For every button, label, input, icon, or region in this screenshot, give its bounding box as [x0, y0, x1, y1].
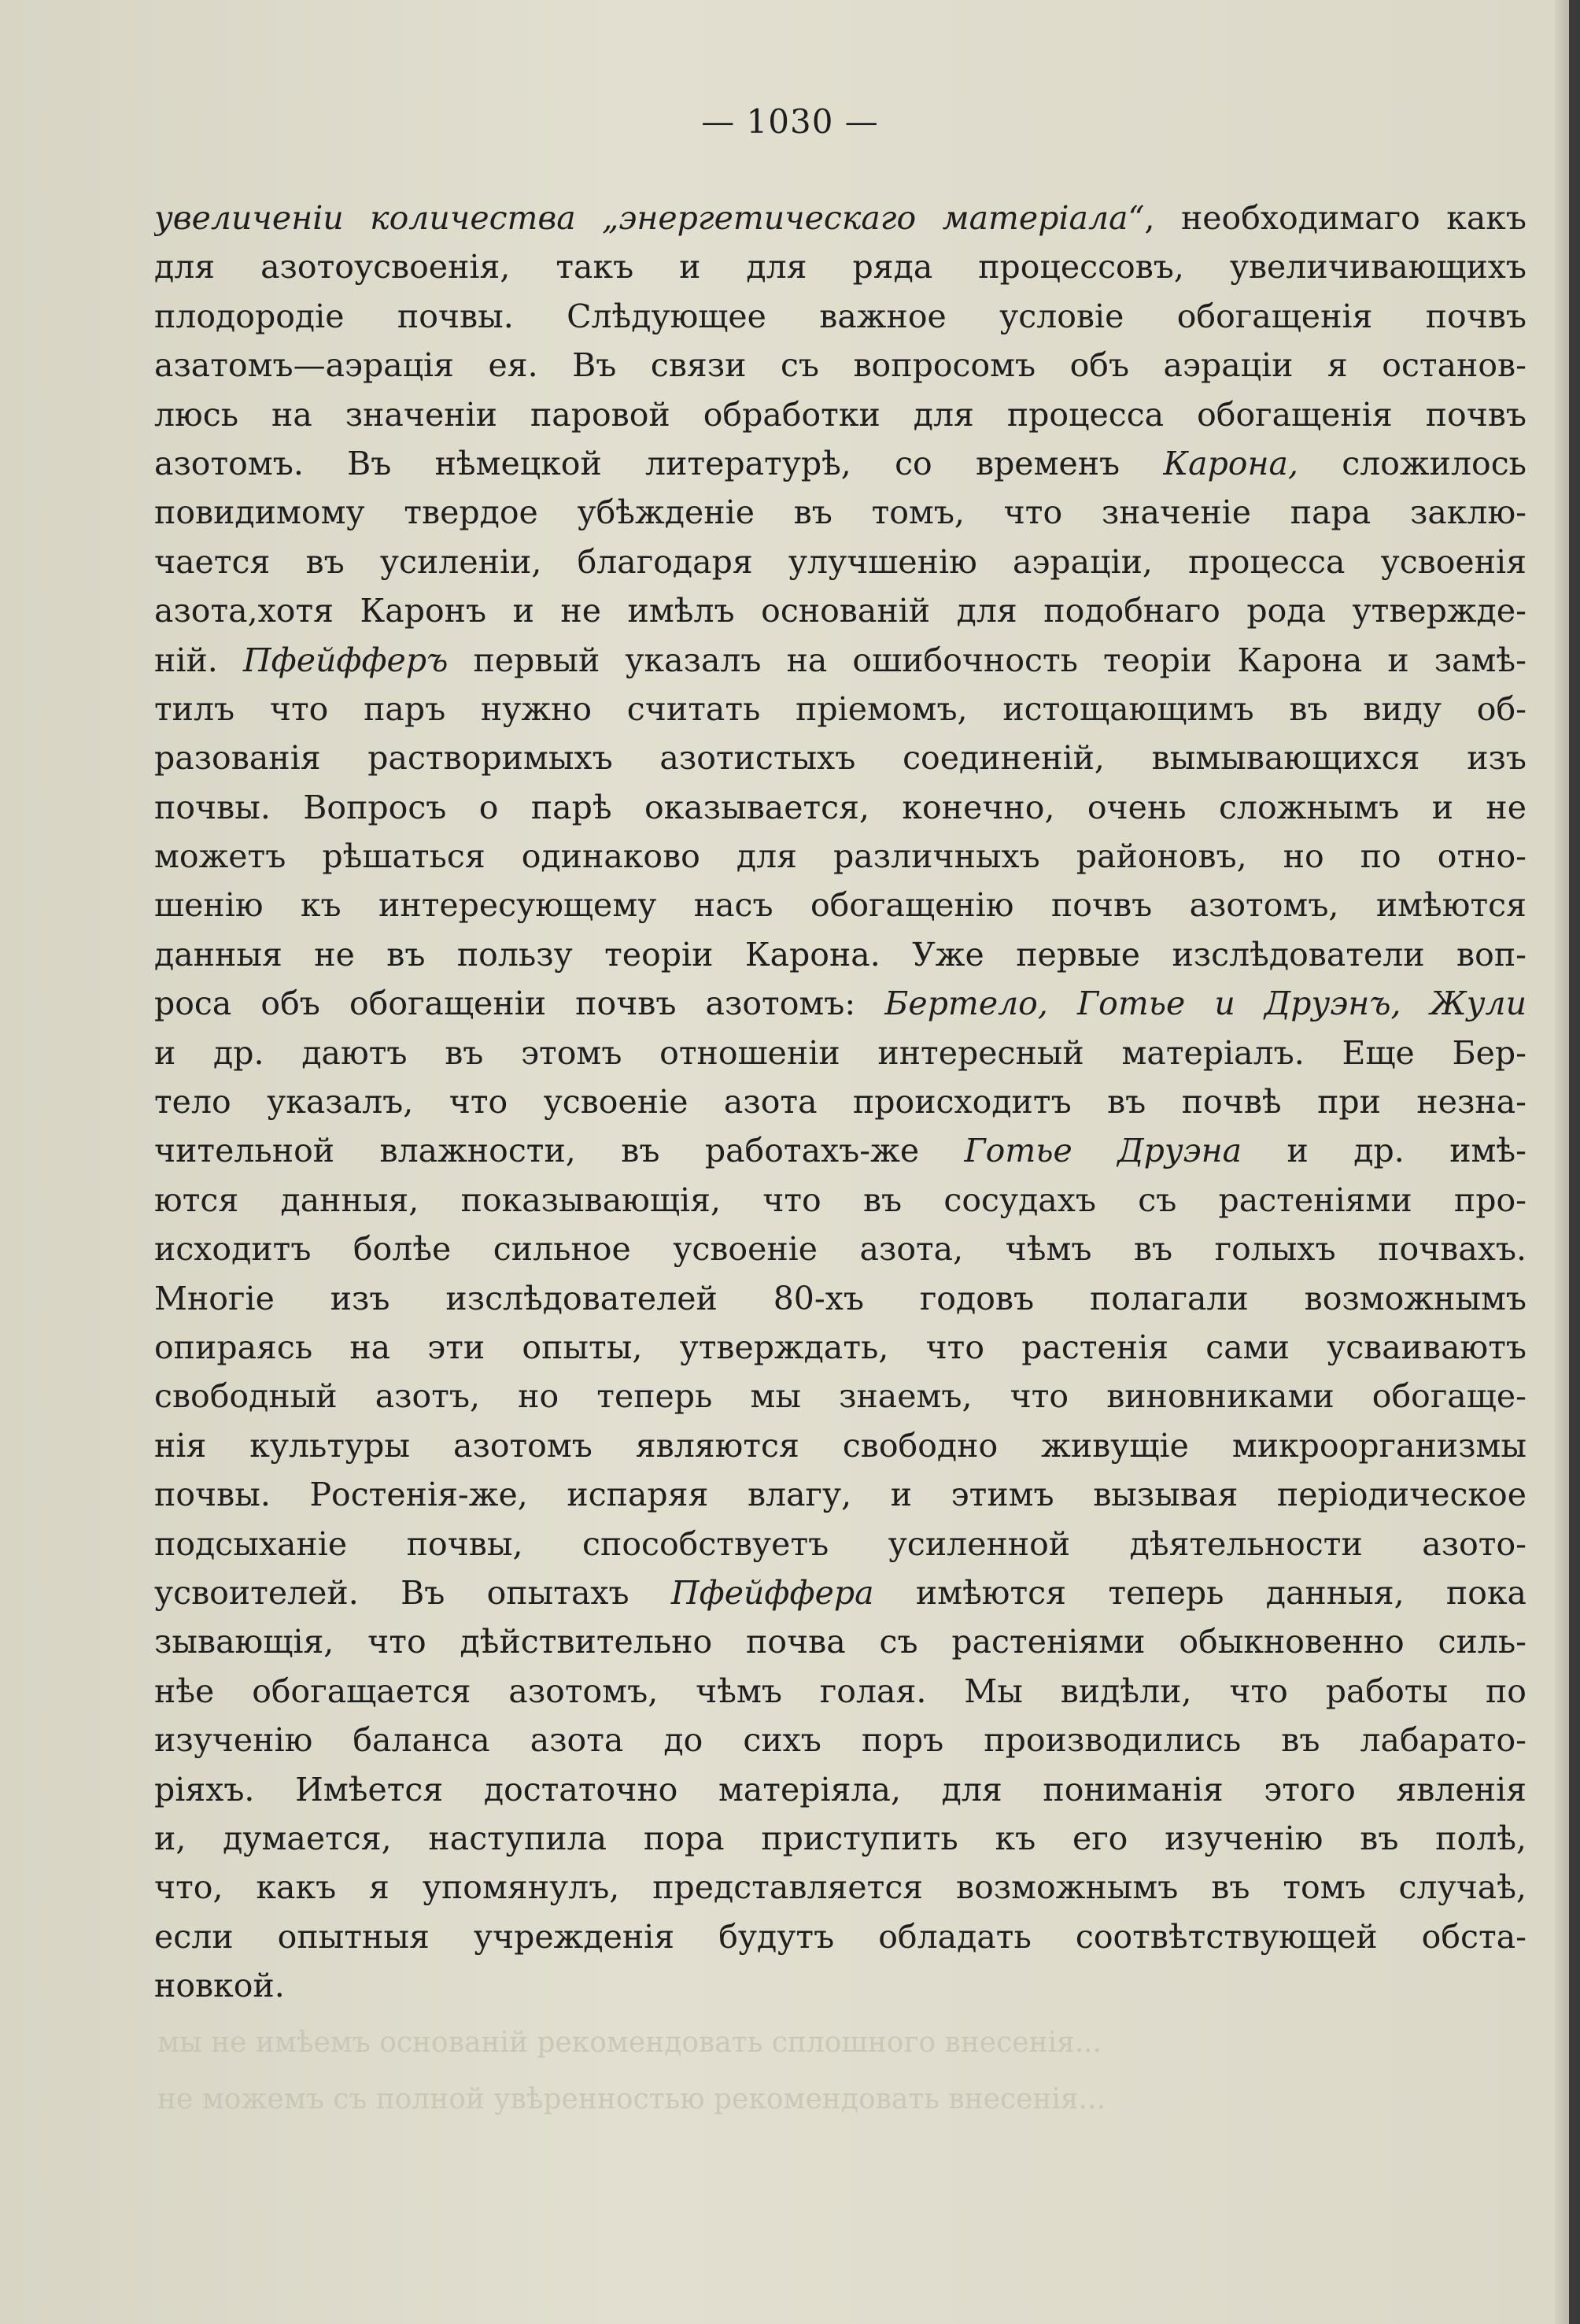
text-span: для азотоусвоенія, такъ и для ряда процессовъ, увеличивающихъ [154, 248, 1526, 286]
text-line [154, 832, 1526, 881]
text-line [154, 636, 1526, 685]
text-line [154, 1617, 1526, 1666]
text-span: люсь на значеніи паровой обработки для процесса обогащенія почвъ [154, 395, 1526, 434]
text-span: почвы. Ростенія-же, испаряя влагу, и этимъ вызывая періодическое [154, 1476, 1526, 1514]
text-line [154, 733, 1526, 782]
text-span: азота,хотя Каронъ и не имѣлъ основаній для подобнаго рода утвержде- [154, 592, 1526, 630]
text-span: ются данныя, показывающія, что въ сосудахъ съ растеніями про- [154, 1180, 1526, 1219]
text-span: и, думается, наступила пора приступить къ его изученію въ полѣ, [154, 1819, 1526, 1857]
text-span: исходитъ болѣе сильное усвоеніе азота, чѣмъ въ голыхъ почвахъ. [154, 1230, 1526, 1269]
text-line [154, 1470, 1526, 1519]
text-span: чительной влажности, въ работахъ-же [154, 1132, 965, 1170]
page-edge [1569, 0, 1580, 2324]
text-span: ній. [154, 641, 243, 679]
text-span: плодородіе почвы. Слѣдующее важное условіе обогащенія почвъ [154, 297, 1526, 335]
italic-span: Пфейффера [670, 1573, 874, 1612]
text-line [154, 439, 1526, 488]
text-span: и др. даютъ въ этомъ отношеніи интересный матеріалъ. Еще Бер- [154, 1033, 1526, 1072]
page-number: — 1030 — [701, 102, 879, 141]
page-edge-shadow [1555, 0, 1569, 2324]
text-span: азатомъ—аэрація ея. Въ связи съ вопросомъ объ аэраціи я останов- [154, 346, 1526, 385]
text-line [154, 979, 1526, 1028]
text-span: тело указалъ, что усвоеніе азота происходитъ въ почвѣ при незна- [154, 1083, 1526, 1121]
text-span: подсыханіе почвы, способствуетъ усиленной дѣятельности азото- [154, 1524, 1526, 1563]
italic-span: увеличеніи количества „энергетическаго матеріала“ [154, 199, 1145, 237]
text-span: почвы. Вопросъ о парѣ оказывается, конечно, очень сложнымъ и не [154, 788, 1526, 826]
text-line [154, 341, 1526, 390]
text-line [154, 1126, 1526, 1175]
text-line [154, 1863, 1526, 1912]
text-line [154, 1225, 1526, 1273]
text-span: что, какъ я упомянулъ, представляется возможнымъ въ томъ случаѣ, [154, 1868, 1526, 1907]
text-span: имѣются теперь данныя, пока [873, 1573, 1526, 1612]
text-span: , необходимаго какъ [1144, 199, 1526, 237]
text-line [154, 1667, 1526, 1716]
text-line [154, 194, 1526, 242]
text-line [154, 586, 1526, 635]
text-span: нія культуры азотомъ являются свободно живущіе микроорганизмы [154, 1426, 1526, 1465]
text-span: сложилось [1298, 444, 1526, 482]
text-line [154, 242, 1526, 291]
text-line [154, 488, 1526, 537]
text-line [154, 1077, 1526, 1126]
bleed-line: не можемъ съ полной увѣренностью рекомендовать внесенія... [157, 2083, 1106, 2115]
text-line [154, 1372, 1526, 1421]
text-span: тилъ что паръ нужно считать пріемомъ, истощающимъ въ виду об- [154, 689, 1526, 728]
text-span: Многіе изъ изслѣдователей 80-хъ годовъ полагали возможнымъ [154, 1279, 1526, 1317]
bleed-line: мы не имѣемъ основаній рекомендовать сплошного внесенія... [157, 2027, 1102, 2059]
text-span: шенію къ интересующему насъ обогащенію почвъ азотомъ, имѣются [154, 886, 1526, 925]
bleed-through-text [157, 2015, 1550, 2128]
text-span: можетъ рѣшаться одинаково для различныхъ районовъ, но по отно- [154, 837, 1526, 876]
text-line [154, 1961, 1526, 2010]
body-text [154, 194, 1526, 2010]
text-span: нѣе обогащается азотомъ, чѣмъ голая. Мы видѣли, что работы по [154, 1672, 1526, 1710]
text-line [154, 1716, 1526, 1764]
text-span: зывающія, что дѣйствительно почва съ растеніями обыкновенно силь- [154, 1623, 1526, 1661]
text-span: и др. имѣ- [1242, 1132, 1526, 1170]
text-span: первый указалъ на ошибочность теоріи Карона и замѣ- [448, 641, 1526, 679]
italic-span: Готье Друэна [964, 1132, 1242, 1170]
text-line [154, 292, 1526, 341]
text-line [154, 1912, 1526, 1961]
text-span: повидимому твердое убѣжденіе въ томъ, что значеніе пара заклю- [154, 493, 1526, 532]
text-line [154, 390, 1526, 439]
text-line [154, 1274, 1526, 1323]
text-span: чается въ усиленіи, благодаря улучшенію аэраціи, процесса усвоенія [154, 542, 1526, 581]
italic-span: Карона, [1163, 444, 1298, 482]
text-span: усвоителей. Въ опытахъ [154, 1573, 671, 1612]
text-line [154, 1765, 1526, 1814]
text-span: изученію баланса азота до сихъ поръ производились въ лабарато- [154, 1721, 1526, 1760]
text-span: свободный азотъ, но теперь мы знаемъ, что виновниками обогаще- [154, 1377, 1526, 1416]
text-line [154, 1520, 1526, 1568]
text-span: разованія растворимыхъ азотистыхъ соединеній, вымывающихся изъ [154, 739, 1526, 778]
text-span: если опытныя учрежденія будутъ обладать соотвѣтствующей обста- [154, 1917, 1526, 1956]
text-line [154, 1176, 1526, 1225]
text-line [154, 783, 1526, 832]
text-line [154, 1421, 1526, 1470]
text-span: ріяхъ. Имѣется достаточно матеріяла, для пониманія этого явленія [154, 1770, 1526, 1809]
text-span: данныя не въ пользу теоріи Карона. Уже первые изслѣдователи воп- [154, 935, 1526, 974]
italic-span: Пфейфферъ [242, 641, 449, 679]
text-line [154, 1814, 1526, 1863]
italic-span: Бертело, Готье и Друэнъ, Жули [884, 985, 1526, 1023]
text-span: азотомъ. Въ нѣмецкой литературѣ, со временъ [154, 444, 1164, 482]
text-span: роса объ обогащеніи почвъ азотомъ: [154, 985, 885, 1023]
text-line [154, 538, 1526, 586]
text-line [154, 881, 1526, 929]
text-line [154, 1323, 1526, 1372]
text-line [154, 685, 1526, 733]
text-span: новкой. [154, 1967, 285, 2005]
text-line [154, 1029, 1526, 1077]
text-line [154, 930, 1526, 979]
text-span: опираясь на эти опыты, утверждать, что растенія сами усваиваютъ [154, 1328, 1526, 1366]
text-line [154, 1568, 1526, 1617]
